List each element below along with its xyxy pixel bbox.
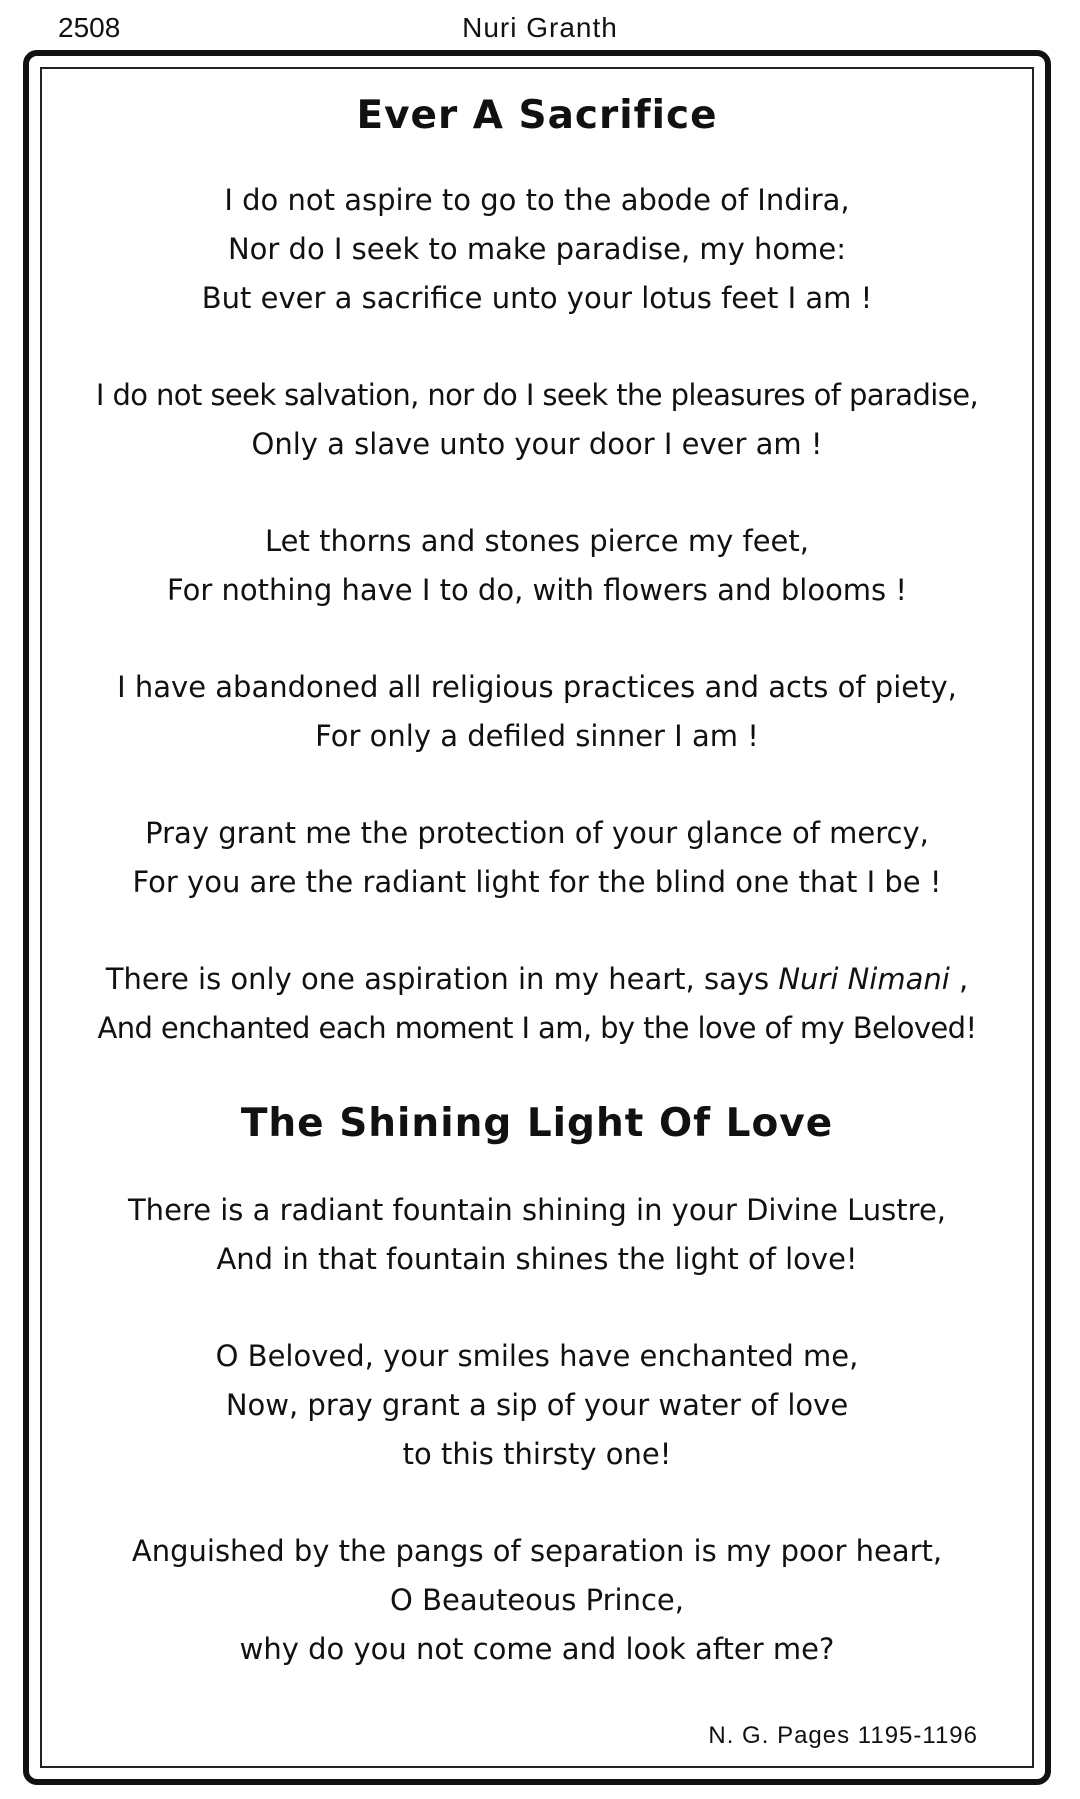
page-header bbox=[0, 0, 1080, 50]
poem-line: But ever a sacrifice unto your lotus feet I am ! bbox=[201, 281, 873, 315]
stanza bbox=[42, 176, 1032, 323]
poem-title-ever-a-sacrifice: Ever A Sacrifice bbox=[356, 93, 718, 138]
content-area bbox=[42, 69, 1032, 1766]
poem-line: For nothing have I to do, with flowers and blooms ! bbox=[166, 573, 908, 607]
stanza bbox=[42, 517, 1032, 615]
poem-line: There is a radiant fountain shining in your Divine Lustre, bbox=[127, 1193, 947, 1227]
stanza bbox=[42, 1527, 1032, 1674]
poem-line: why do you not come and look after me? bbox=[239, 1632, 835, 1666]
inner-frame bbox=[40, 67, 1034, 1768]
poem-line: to this thirsty one! bbox=[402, 1437, 672, 1471]
poem-line: And in that fountain shines the light of love! bbox=[216, 1242, 858, 1276]
poem-line: Nor do I seek to make paradise, my home: bbox=[227, 232, 847, 266]
stanza bbox=[42, 809, 1032, 907]
poem-line: Anguished by the pangs of separation is my poor heart, bbox=[131, 1534, 943, 1568]
stanza-signature bbox=[42, 955, 1032, 1053]
poet-name: Nuri Nimani bbox=[778, 962, 950, 996]
page-reference: N. G. Pages 1195-1196 bbox=[708, 1722, 978, 1749]
line-punctuation: , bbox=[949, 962, 969, 996]
poem-line: I have abandoned all religious practices and acts of piety, bbox=[117, 670, 957, 704]
poem-line bbox=[42, 955, 1032, 1004]
poem-line: O Beauteous Prince, bbox=[390, 1583, 684, 1617]
stanza bbox=[42, 1332, 1032, 1479]
poem-line: For you are the radiant light for the blind one that I be ! bbox=[132, 865, 942, 899]
stanza bbox=[42, 1186, 1032, 1284]
poem-line: I do not seek salvation, nor do I seek the pleasures of paradise, bbox=[95, 378, 979, 412]
stanza bbox=[42, 663, 1032, 761]
poem-line: I do not aspire to go to the abode of Indira, bbox=[224, 183, 850, 217]
stanza bbox=[42, 371, 1032, 469]
poem-line: Only a slave unto your door I ever am ! bbox=[251, 427, 823, 461]
poem-line: Pray grant me the protection of your glance of mercy, bbox=[145, 816, 929, 850]
book-title: Nuri Granth bbox=[462, 12, 618, 43]
poem-line: And enchanted each moment I am, by the love of my Beloved! bbox=[97, 1011, 977, 1045]
poem-title-shining-light-of-love: The Shining Light Of Love bbox=[240, 1101, 834, 1146]
line-text: There is only one aspiration in my heart, says bbox=[105, 962, 779, 996]
poem-line: Let thorns and stones pierce my feet, bbox=[265, 524, 809, 558]
outer-frame bbox=[23, 50, 1051, 1785]
poem-line: For only a defiled sinner I am ! bbox=[315, 719, 759, 753]
poem-line: Now, pray grant a sip of your water of love bbox=[225, 1388, 849, 1422]
poem-line: O Beloved, your smiles have enchanted me, bbox=[215, 1339, 859, 1373]
page-number: 2508 bbox=[58, 12, 121, 43]
